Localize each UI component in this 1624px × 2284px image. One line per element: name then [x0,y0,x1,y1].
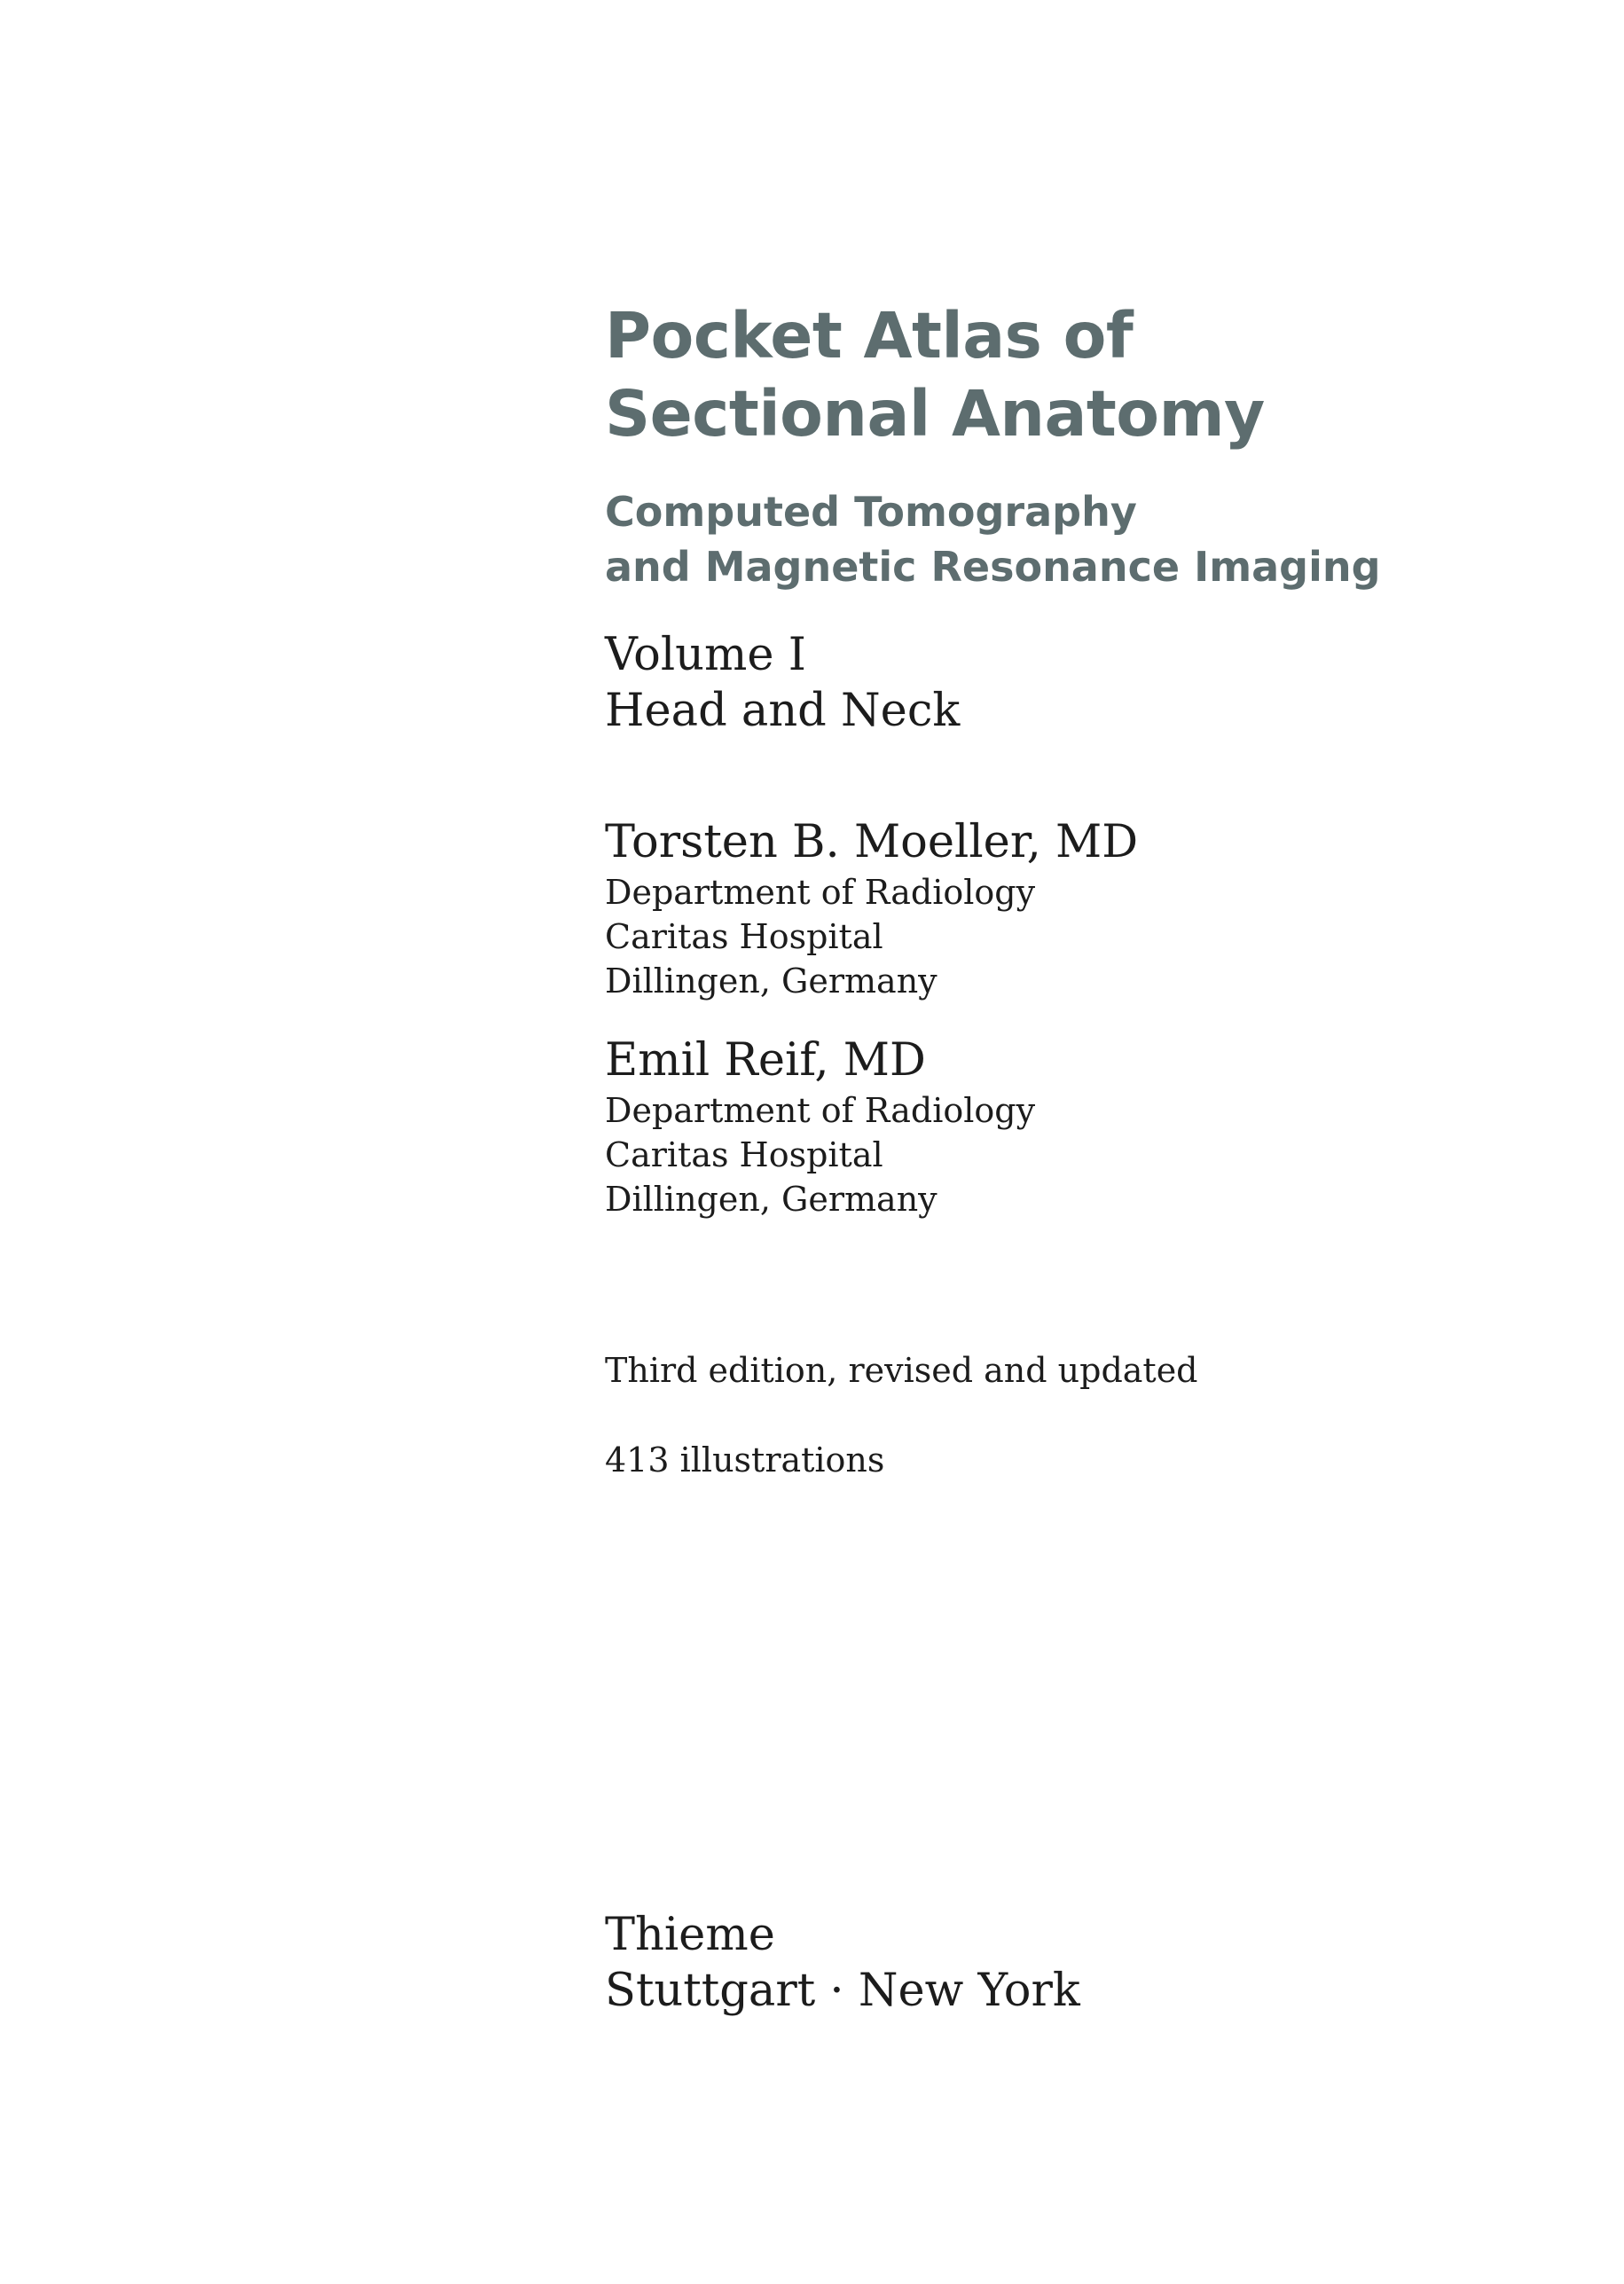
book-title [605,297,1581,453]
volume-number: Volume I [605,629,806,681]
author-location: Dillingen, Germany [605,1180,938,1219]
book-subtitle-line-1: Computed Tomography [605,488,1137,536]
illustration-count: 413 illustrations [605,1440,885,1479]
publisher-cities: Stuttgart · New York [605,1965,1080,2017]
book-subtitle [605,484,1581,594]
publisher-block [605,1907,1080,2019]
book-title-line-1: Pocket Atlas of [605,299,1134,373]
author-affiliation [605,870,1581,1003]
author-block-1 [605,815,1581,1003]
author-block-2 [605,1033,1581,1221]
author-name: Emil Reif, MD [605,1034,926,1087]
volume-name: Head and Neck [605,685,961,737]
author-hospital: Caritas Hospital [605,1135,883,1174]
book-title-line-2: Sectional Anatomy [605,377,1265,451]
author-hospital: Caritas Hospital [605,917,883,956]
edition-note: Third edition, revised and updated [605,1351,1198,1390]
volume-info [605,627,1581,739]
book-subtitle-line-2: and Magnetic Resonance Imaging [605,543,1381,591]
author-department: Department of Radiology [605,1091,1036,1130]
author-department: Department of Radiology [605,873,1036,912]
title-block [605,297,1581,1221]
author-location: Dillingen, Germany [605,961,938,1001]
author-affiliation [605,1088,1581,1221]
author-name: Torsten B. Moeller, MD [605,816,1139,868]
publisher-name: Thieme [605,1909,775,1961]
